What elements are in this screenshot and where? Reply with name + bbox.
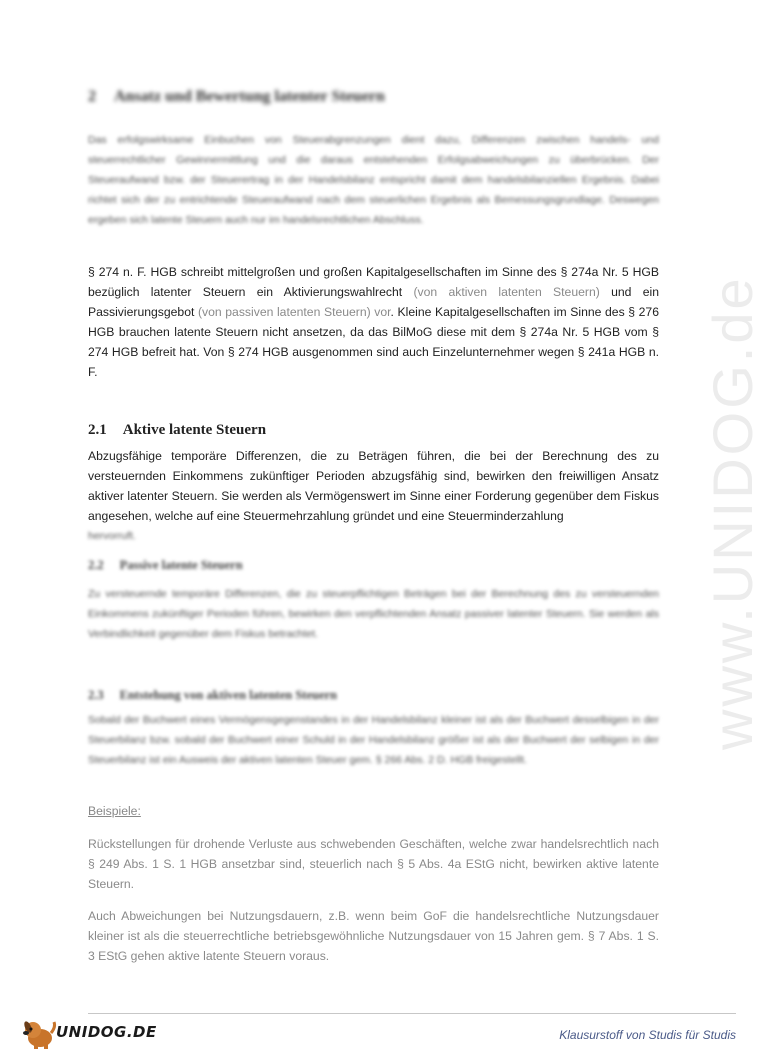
blurred-paragraph: Zu versteuernde temporäre Differenzen, die zu steuerpflichtigen Beträgen bei der Berechnung des zu versteuernden Einkommens zukünftiger Perioden führen, bewirken den verpflichtenden Ansatz passiver latenter Steuern. Sie werden als Verbindlichkeit gegenüber dem Fiskus betrachtet. (88, 588, 659, 640)
section-number: 2.1 (88, 422, 107, 438)
paragraph-tail: hervorruft. (88, 530, 136, 542)
example-paragraph: Auch Abweichungen bei Nutzungsdauern, z.B. wenn beim GoF die handelsrechtliche Nutzungsdauer kleiner ist als die steuerrechtliche betriebsgewöhnliche Nutzungsdauer von 15 Jahren gem. § 7 Abs. 1 S. 3 EStG gehen aktive latente Steuern voraus. (88, 909, 659, 963)
footer-divider (88, 1013, 736, 1014)
section-2-3-heading (88, 688, 337, 703)
paragraph-aktive: Abzugsfähige temporäre Differenzen, die zu Beträgen führen, die bei der Berechnung des zu versteuernden Einkommens zukünftiger Perioden abzugsfähig sind, bewirken den freiwilligen Ansatz aktiver latenter Steuern. Sie werden als Vermögenswert im Sinne einer Forderung gegenüber dem Fiskus angesehen, welche auf eine Steuermehrzahlung gründet und eine Steuerminderzahlung (88, 449, 659, 523)
dog-icon (20, 1018, 56, 1050)
section-number: 2 (88, 88, 96, 105)
section-title: Aktive latente Steuern (122, 422, 267, 438)
footer-tagline: Klausurstoff von Studis für Studis (559, 1028, 736, 1042)
text-run-gray: (von aktiven latenten Steuern) (413, 285, 600, 299)
section-title: Entstehung von aktiven latenten Steuern (119, 688, 338, 702)
unidog-logo (20, 1018, 155, 1050)
logo-text: UNIDOG.DE (56, 1023, 157, 1041)
paragraph-274-hgb (88, 262, 659, 382)
text-run: § 274 n. F. HGB schreibt mittelgroßen und großen Kapitalgesellschaften im Sinne des § 274a Nr. 5 HGB bezüglich latenter Steuern ein Aktivierungswahlrecht (88, 265, 659, 299)
section-number: 2.2 (88, 558, 104, 572)
text-run: und ein Passivierungsgebot (88, 285, 659, 319)
blurred-paragraph: Das erfolgswirksame Einbuchen von Steuerabgrenzungen dient dazu, Differenzen zwischen handels- und steuerrechtlicher Gewinnermittlung und die daraus entstehenden Erfolgsabweichungen zu überbrücken. Der Steueraufwand bzw. der Steuerertrag in der Handelsbilanz entspricht damit dem handelsbilanziellen Ergebnis. Dabei richtet sich der zu entrichtende Steueraufwand nach dem steuerlichen Ergebnis als Bemessungsgrundlage. Deswegen ergeben sich latente Steuern auch nur im handelsrechtlichen Abschluss. (88, 134, 659, 226)
section-2-heading (88, 88, 385, 106)
example-paragraph: Rückstellungen für drohende Verluste aus schwebenden Geschäften, welche zwar handelsrechtlich nach § 249 Abs. 1 S. 1 HGB ansetzbar sind, steuerlich nach § 5 Abs. 4a EStG nicht, bewirken aktive latente Steuern. (88, 837, 659, 891)
section-number: 2.3 (88, 688, 104, 702)
examples-heading: Beispiele: (88, 804, 141, 818)
section-2-1-heading (88, 422, 266, 439)
section-2-2-heading (88, 558, 243, 573)
text-run-gray: (von passiven latenten Steuern) vor (197, 305, 391, 319)
text-run: . Kleine Kapitalgesellschaften im Sinne des § 276 HGB brauchen latente Steuern nicht ansetzen, da das BilMoG diese mit dem § 274a Nr. 5 HGB vom § 274 HGB befreit hat. Von § 274 HGB ausgenommen sind auch Einzelunternehmer wegen § 241a HGB n. F. (88, 305, 659, 379)
watermark-text: www.UNIDOG.de (701, 275, 764, 750)
blurred-paragraph: Sobald der Buchwert eines Vermögensgegenstandes in der Handelsbilanz kleiner ist als der Buchwert desselbigen in der Steuerbilanz bzw. sobald der Buchwert einer Schuld in der Handelsbilanz größer ist als der Buchwert der selbigen in der Steuerbilanz ist ein Ausweis der aktiven latenten Steuer gem. § 266 Abs. 2 D. HGB freigestellt. (88, 714, 659, 766)
section-title: Passive latente Steuern (119, 558, 243, 572)
section-title: Ansatz und Bewertung latenter Steuern (114, 88, 385, 105)
